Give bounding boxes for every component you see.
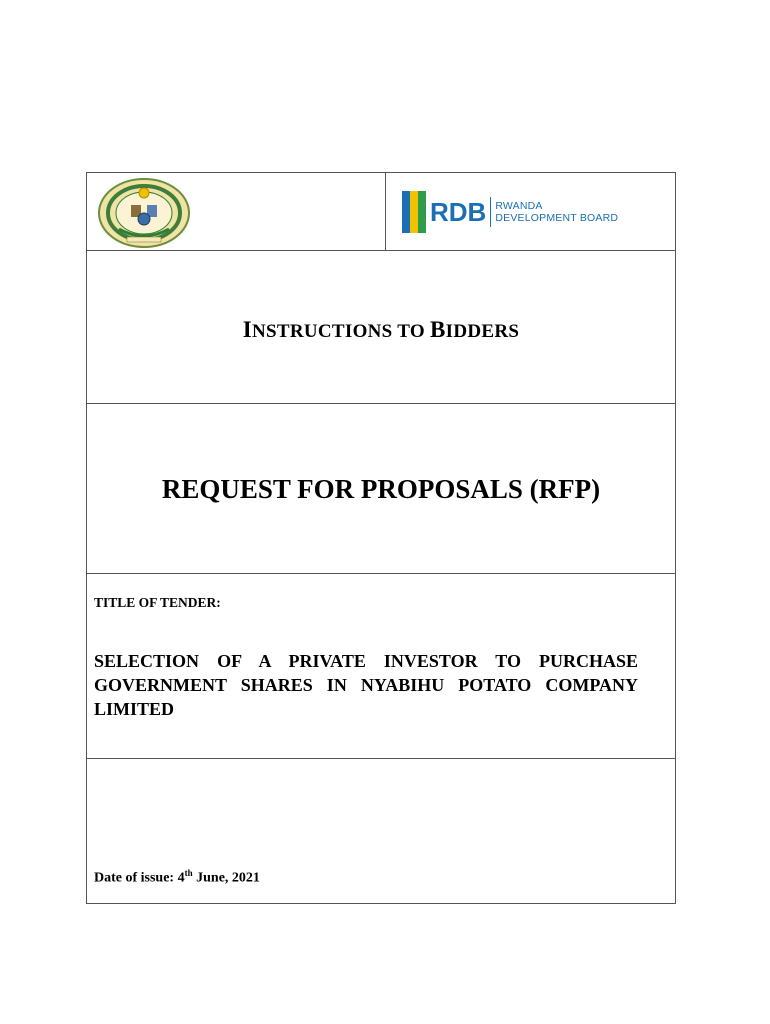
issue-row <box>87 759 675 903</box>
rdb-mark: RDB <box>430 196 487 227</box>
rfp-title: REQUEST FOR PROPOSALS (RFP) <box>161 474 601 504</box>
cover-table <box>86 172 676 904</box>
rdb-flag-bars-icon <box>402 191 426 233</box>
rdb-name-line1: RWANDA <box>495 200 543 212</box>
logo-row <box>87 173 675 251</box>
tender-row <box>87 574 675 759</box>
issue-date: Date of issue: 4th June, 2021 <box>94 868 260 886</box>
logo-cell-right <box>386 173 675 251</box>
rdb-full-name <box>495 200 618 224</box>
rfp-row <box>87 404 675 574</box>
instructions-row <box>87 251 675 404</box>
logo-cell-left <box>87 173 386 251</box>
tender-label: TITLE OF TENDER: <box>94 595 221 610</box>
instructions-heading: INSTRUCTIONS TO BIDDERS <box>242 317 520 342</box>
tender-title: SELECTION OF A PRIVATE INVESTOR TO PURCHASE GOVERNMENT SHARES IN NYABIHU POTATO COMPANY LIMITED <box>94 651 638 719</box>
rdb-logo <box>402 191 618 233</box>
rdb-name-line2: DEVELOPMENT BOARD <box>495 212 619 224</box>
rwanda-seal-icon <box>97 177 191 249</box>
rdb-divider <box>490 197 491 227</box>
